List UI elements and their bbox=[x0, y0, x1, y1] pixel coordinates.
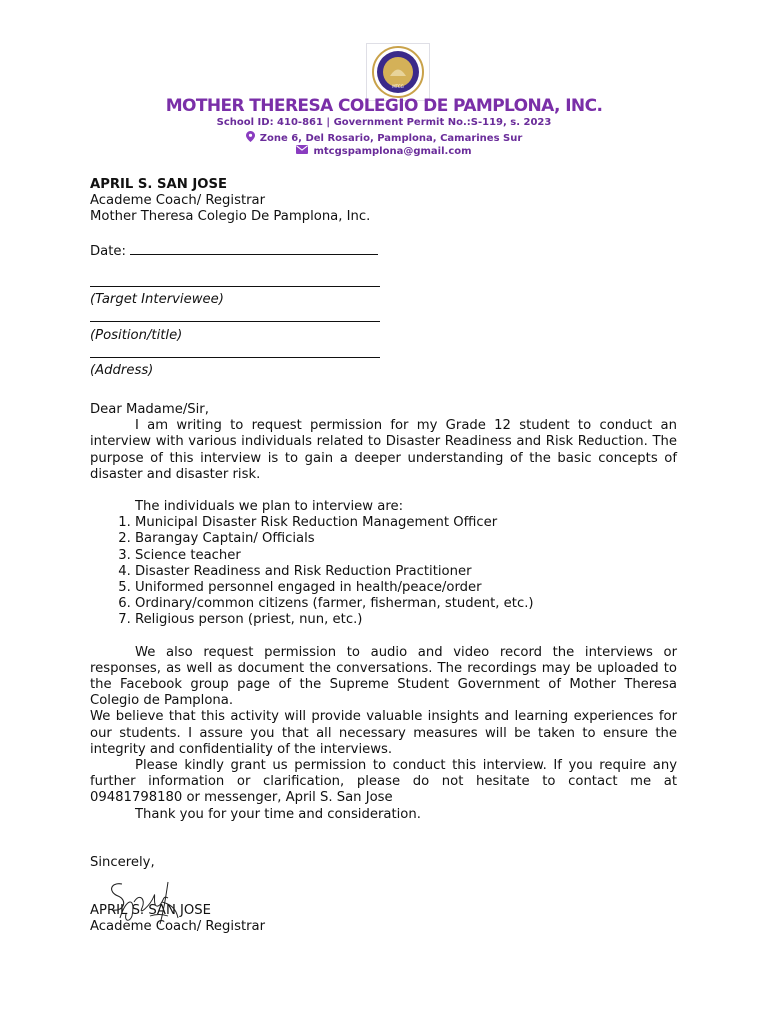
handwritten-signature bbox=[106, 878, 186, 928]
paragraph-2: We also request permission to audio and video record the interviews or responses, as well as document the conversations. The recordings may be uploaded to the Facebook group page of the Supreme Student Government of Mother Theresa Colegio de Pamplona. bbox=[90, 644, 677, 709]
target-label: (Target Interviewee) bbox=[90, 292, 224, 308]
interviewee-list bbox=[90, 515, 677, 628]
signatory-title: Academe Coach/ Registrar bbox=[90, 919, 266, 935]
list-item: 2. Barangay Captain/ Officials bbox=[135, 531, 677, 547]
sender-org: Mother Theresa Colegio De Pamplona, Inc. bbox=[90, 209, 371, 225]
address-label: (Address) bbox=[90, 363, 154, 379]
date-label: Date: bbox=[90, 244, 126, 259]
list-item: 1. Municipal Disaster Risk Reduction Management Officer bbox=[135, 515, 677, 531]
list-item: 5. Uniformed personnel engaged in health/peace/order bbox=[135, 580, 677, 596]
list-item: 3. Science teacher bbox=[135, 548, 677, 564]
paragraph-3: We believe that this activity will provide valuable insights and learning experiences for our students. I assure you that all necessary measures will be taken to ensure the integrity and confidentiality of the interviews. bbox=[90, 709, 677, 757]
location-pin-icon bbox=[246, 131, 255, 145]
salutation: Dear Madame/Sir, bbox=[90, 402, 209, 417]
recipient-block bbox=[90, 273, 677, 379]
letter-body bbox=[90, 402, 677, 935]
position-label: (Position/title) bbox=[90, 327, 183, 343]
list-item: 7. Religious person (priest, nun, etc.) bbox=[135, 612, 677, 628]
school-name: MOTHER THERESA COLEGIO DE PAMPLONA, INC. bbox=[165, 96, 603, 116]
sender-title: Academe Coach/ Registrar bbox=[90, 193, 266, 209]
date-field bbox=[90, 241, 677, 260]
logo-text: MTCG bbox=[392, 84, 404, 89]
position-blank[interactable] bbox=[90, 308, 380, 322]
date-blank[interactable] bbox=[130, 241, 378, 255]
address-line: Zone 6, Del Rosario, Pamplona, Camarines Sur bbox=[0, 131, 768, 145]
school-logo bbox=[366, 43, 430, 101]
list-intro: The individuals we plan to interview are: bbox=[135, 499, 404, 515]
target-blank[interactable] bbox=[90, 273, 380, 287]
closing: Sincerely, bbox=[90, 854, 155, 870]
list-item: 6. Ordinary/common citizens (farmer, fisherman, student, etc.) bbox=[135, 596, 677, 612]
sender-name: APRIL S. SAN JOSE bbox=[90, 177, 227, 192]
sender-block bbox=[90, 177, 677, 226]
paragraph-1: I am writing to request permission for my Grade 12 student to conduct an interview with various individuals related to Disaster Readiness and Risk Reduction. The purpose of this interview is to gain a deeper understanding of the basic concepts of disaster and disaster risk. bbox=[90, 418, 677, 482]
paragraph-4: Please kindly grant us permission to conduct this interview. If you require any further information or clarification, please do not hesitate to contact me at 09481798180 or messenger, April S. San Jose bbox=[90, 758, 677, 806]
school-id-line: School ID: 410-861 | Government Permit No.:S-119, s. 2023 bbox=[216, 117, 552, 128]
address-blank[interactable] bbox=[90, 344, 380, 358]
list-item: 4. Disaster Readiness and Risk Reduction Practitioner bbox=[135, 564, 677, 580]
envelope-icon bbox=[296, 145, 308, 157]
signatory-name: APRIL S. SAN JOSE bbox=[90, 903, 211, 919]
email-line: mtcgspamplona@gmail.com bbox=[0, 145, 768, 157]
paragraph-5: Thank you for your time and consideration. bbox=[135, 806, 421, 822]
